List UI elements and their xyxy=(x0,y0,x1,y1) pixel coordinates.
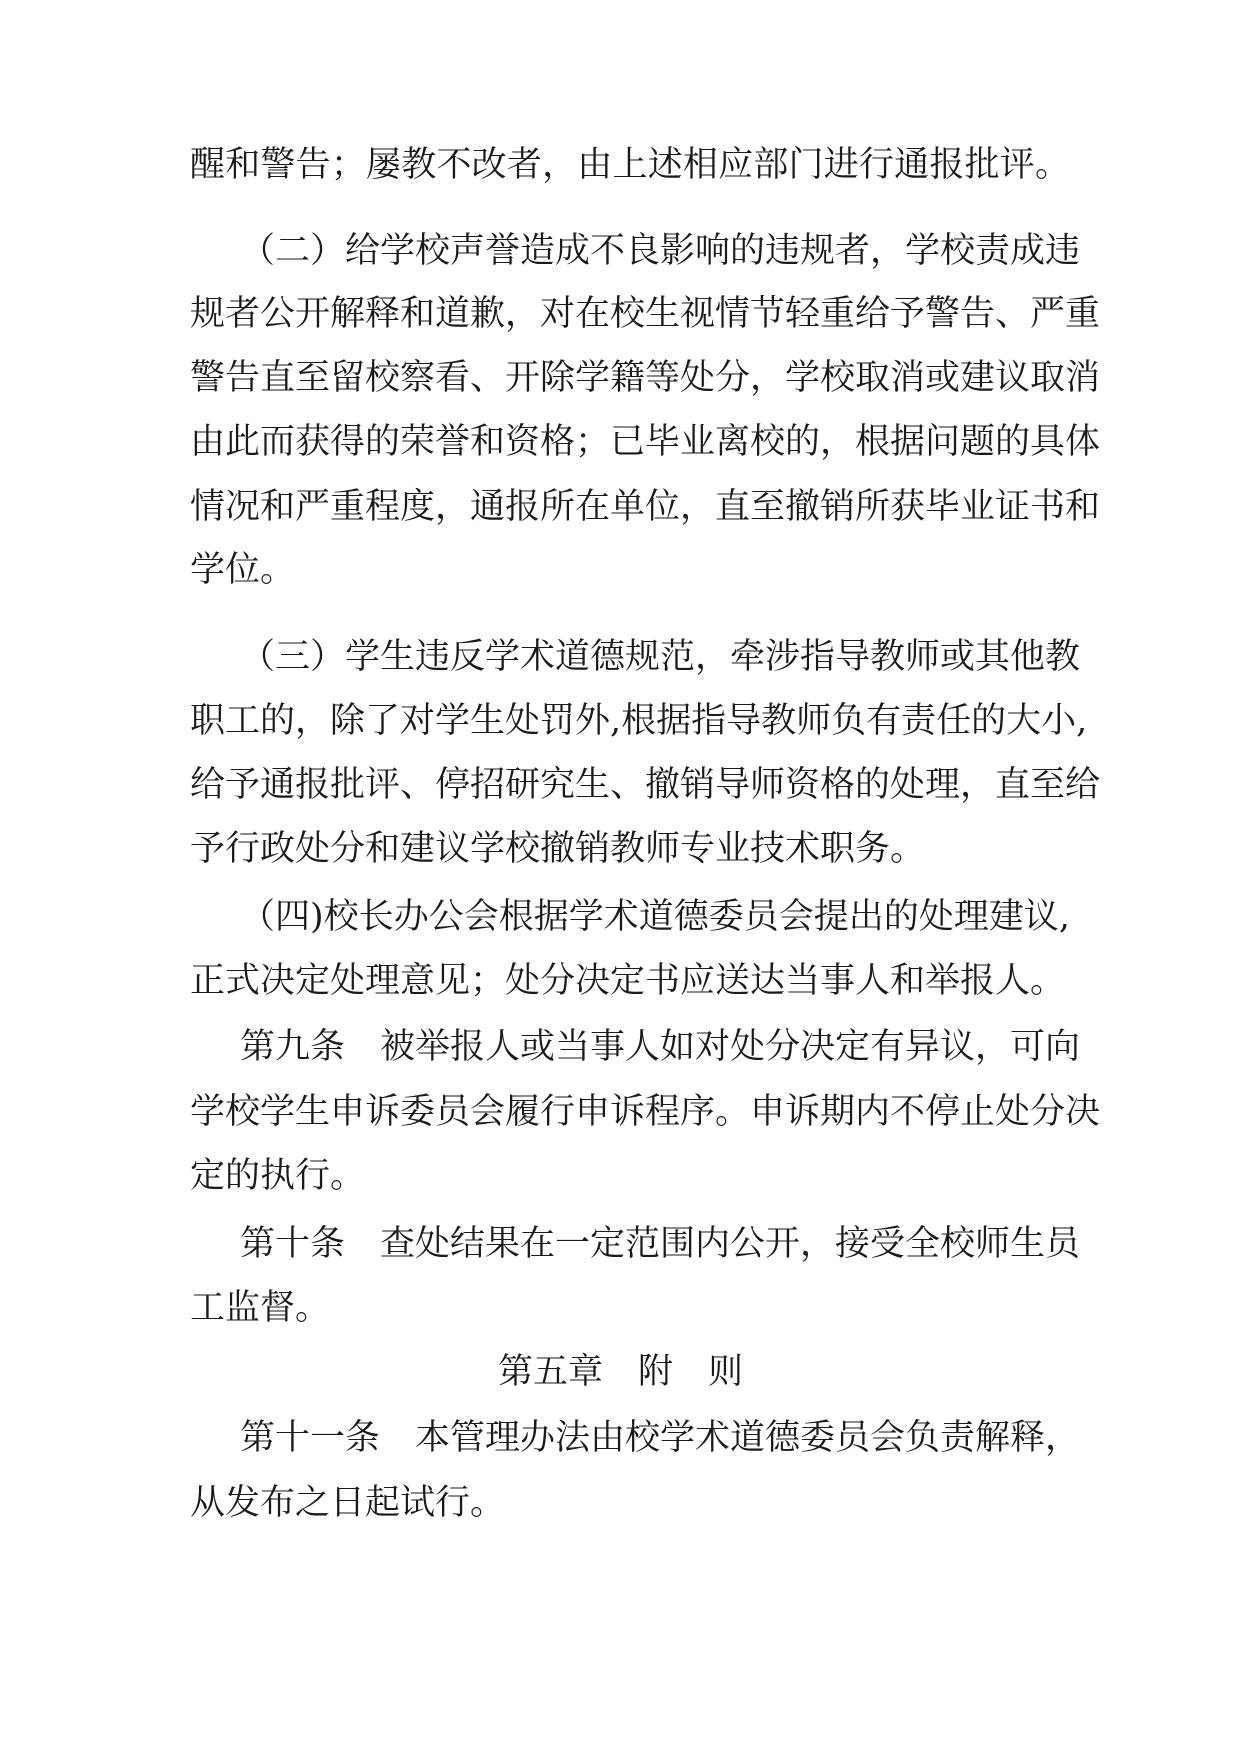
text-line-15: 学校学生申诉委员会履行申诉程序。申诉期内不停止处分决 xyxy=(190,1092,1101,1132)
text-line-14: 第九条 被举报人或当事人如对处分决定有异议，可向 xyxy=(240,1027,1081,1067)
text-line-13: 正式决定处理意见；处分决定书应送达当事人和举报人。 xyxy=(190,961,1066,1001)
text-line-1: 醒和警告；屡教不改者，由上述相应部门进行通报批评。 xyxy=(190,145,1070,185)
text-line-10: 给予通报批评、停招研究生、撤销导师资格的处理，直至给 xyxy=(190,765,1101,805)
text-line-4: 警告直至留校察看、开除学籍等处分，学校取消或建议取消 xyxy=(190,358,1101,398)
text-line-8: （三）学生违反学术道德规范，牵涉指导教师或其他教 xyxy=(240,637,1081,677)
chapter-heading: 第五章 附 则 xyxy=(497,1352,743,1392)
text-line-11: 予行政处分和建议学校撤销教师专业技术职务。 xyxy=(190,829,926,869)
text-line-2: （二）给学校声誉造成不良影响的违规者，学校责成违 xyxy=(240,231,1081,271)
text-line-3: 规者公开解释和道歉，对在校生视情节轻重给予警告、严重 xyxy=(190,294,1101,334)
text-line-21: 从发布之日起试行。 xyxy=(190,1483,506,1523)
text-line-20: 第十一条 本管理办法由校学术道德委员会负责解释， xyxy=(240,1418,1081,1458)
text-line-18: 工监督。 xyxy=(190,1288,331,1328)
text-line-9: 职工的，除了对学生处罚外,根据指导教师负有责任的大小, xyxy=(190,701,1088,741)
text-line-17: 第十条 查处结果在一定范围内公开，接受全校师生员 xyxy=(240,1224,1081,1264)
text-line-12: （四)校长办公会根据学术道德委员会提出的处理建议, xyxy=(240,897,1070,937)
text-line-16: 定的执行。 xyxy=(190,1156,366,1196)
text-line-7: 学位。 xyxy=(190,550,296,590)
text-line-5: 由此而获得的荣誉和资格；已毕业离校的，根据问题的具体 xyxy=(190,422,1101,462)
text-line-6: 情况和严重程度，通报所在单位，直至撤销所获毕业证书和 xyxy=(190,487,1101,527)
